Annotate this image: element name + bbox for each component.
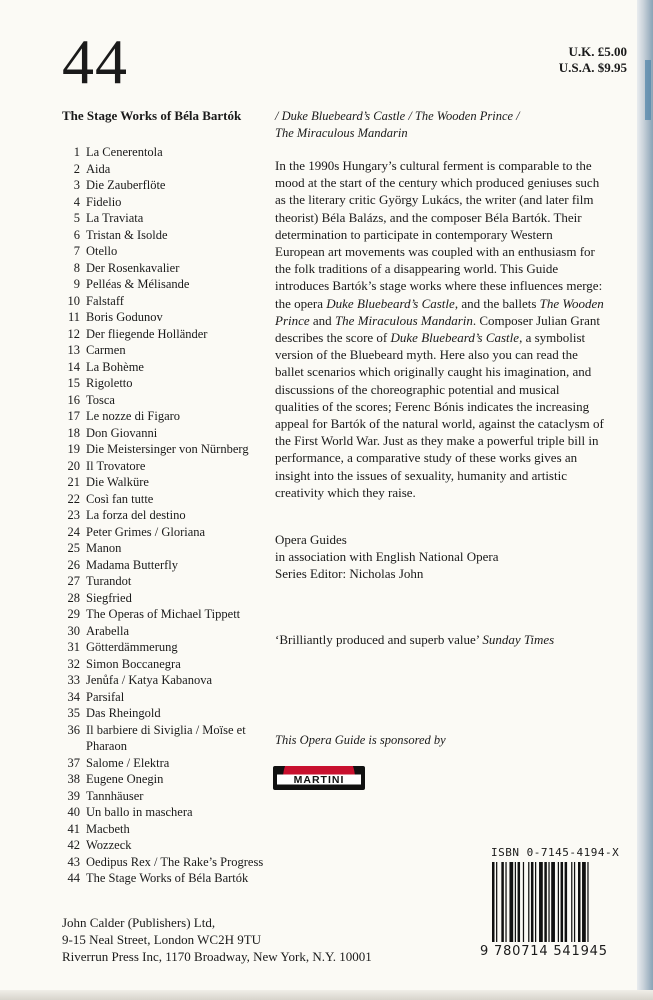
opera-guide-list (62, 144, 272, 887)
guide-list-item (62, 458, 272, 475)
guide-list-item (62, 441, 272, 458)
guide-title: Die Walküre (86, 475, 149, 489)
barcode-bar (539, 862, 543, 942)
price-usa: U.S.A. $9.95 (558, 60, 627, 75)
guide-list-item (62, 870, 272, 887)
guide-title: Fidelio (86, 194, 122, 209)
guide-title: Macbeth (86, 821, 130, 836)
guide-number: 15 (67, 376, 80, 390)
guide-list-item (62, 326, 272, 343)
guide-list-item (62, 392, 272, 409)
guide-title: Parsifal (86, 689, 125, 704)
guide-list-item (62, 656, 272, 673)
guide-number: 39 (67, 788, 80, 803)
distributor-address: Riverrun Press Inc, 1170 Broadway, New York, N.Y. 10001 (62, 949, 372, 964)
guide-number: 37 (67, 755, 80, 770)
guide-number: 5 (73, 211, 80, 225)
guide-title: Manon (86, 541, 122, 555)
barcode-bar (492, 862, 495, 942)
guide-title: Don Giovanni (86, 425, 158, 440)
guide-number: 43 (67, 854, 80, 869)
guide-title: Oedipus Rex / The Rake’s Progress (86, 854, 264, 869)
guide-title: Il barbiere di Siviglia / Moïse et Pharaon (86, 722, 246, 753)
guide-list-item (62, 606, 272, 623)
barcode-bar (574, 862, 575, 942)
guide-title: Tristan & Isolde (86, 227, 168, 242)
guide-title: Pelléas & Mélisande (86, 277, 190, 291)
martini-logo-text: MARTINI (293, 774, 345, 786)
guide-title: La forza del destino (86, 508, 186, 522)
guide-title: Die Meistersinger von Nürnberg (86, 442, 249, 456)
guide-title: Rigoletto (86, 376, 133, 390)
guide-title: Der Rosenkavalier (86, 260, 180, 275)
guide-title: Boris Godunov (86, 310, 163, 324)
guide-number: 23 (67, 508, 80, 522)
guide-number: 7 (73, 244, 80, 258)
guide-list-item (62, 722, 272, 755)
barcode-bar (571, 862, 572, 942)
guide-list-item (62, 771, 272, 788)
guide-list-item (62, 491, 272, 508)
sponsor-text: This Opera Guide is sponsored by (275, 733, 446, 747)
guide-list-item (62, 144, 272, 161)
guide-title: Siegfried (86, 590, 132, 605)
guide-list-item (62, 293, 272, 310)
guide-list-item (62, 177, 272, 194)
guide-list-item (62, 474, 272, 491)
guide-number: 24 (67, 524, 80, 539)
guide-list-item (62, 276, 272, 293)
guide-title: Un ballo in maschera (86, 805, 193, 819)
guide-title: Arabella (86, 623, 130, 638)
publisher-address (62, 914, 261, 948)
guide-list-item (62, 788, 272, 805)
guide-number: 8 (73, 260, 80, 275)
blurb-segment: , a symbolist version of the Bluebeard myth. Here also you can read the ballet scenarios which originally caught his imagination, and discussions of the choreographic potential and musical qualities of the scores; Ferenc Bónis indicates the increasing appeal for Bartók of the natural world, against the cataclysm of the First World War. Just as they make a powerful triple bill in performance, a comparative study of these works gives an insight into the issues of sexuality, humanity and artistic creativity which they raise. (275, 330, 604, 500)
publisher-line-2: 9-15 Neal Street, London WC2H 9TU (62, 932, 262, 947)
guide-list-item (62, 194, 272, 211)
barcode-bar (496, 862, 497, 942)
series-info-line-3: Series Editor: Nicholas John (275, 566, 424, 581)
guide-list-item (62, 557, 272, 574)
guide-title: Das Rheingold (86, 706, 161, 720)
guide-number: 19 (67, 442, 80, 456)
guide-number: 21 (67, 475, 80, 489)
guide-number: 40 (67, 805, 80, 819)
guide-number: 18 (67, 425, 80, 440)
guide-list-item (62, 161, 272, 178)
isbn: ISBN 0-7145-4194-X (491, 846, 620, 859)
guide-title: La Cenerentola (86, 145, 163, 159)
barcode-bar (531, 862, 534, 942)
guide-list-item (62, 804, 272, 821)
barcode-bar (558, 862, 559, 942)
guide-number: 3 (73, 178, 80, 192)
barcode-bar (582, 862, 586, 942)
guide-list-item (62, 408, 272, 425)
barcode-bar (535, 862, 536, 942)
publisher-line-1: John Calder (Publishers) Ltd, (62, 915, 216, 930)
guide-title: Tosca (86, 392, 115, 407)
guide-number: 31 (67, 640, 80, 654)
guide-list-item (62, 573, 272, 590)
guide-number: 17 (67, 409, 80, 423)
guide-title: Salome / Elektra (86, 755, 170, 770)
guide-title: Otello (86, 244, 118, 258)
guide-list-item (62, 375, 272, 392)
guide-list-item (62, 524, 272, 541)
guide-title: Turandot (86, 574, 132, 588)
guide-list-item (62, 425, 272, 442)
guide-list-item (62, 689, 272, 706)
page-edge (637, 0, 653, 1000)
guide-number: 34 (67, 689, 80, 704)
guide-list-item (62, 210, 272, 227)
guide-number: 33 (67, 673, 80, 687)
guide-title: Madama Butterfly (86, 557, 178, 572)
book-title: The Stage Works of Béla Bartók (62, 108, 242, 123)
guide-list-item (62, 837, 272, 854)
quote-source: Sunday Times (482, 632, 555, 647)
guide-number: 30 (67, 623, 80, 638)
guide-list-item (62, 260, 272, 277)
guide-title: Eugene Onegin (86, 772, 164, 786)
subtitle-line-2: The Miraculous Mandarin (275, 126, 408, 140)
barcode-digits: 9 780714 541945 (480, 944, 608, 959)
guide-title: Simon Boccanegra (86, 656, 181, 671)
barcode-bar (518, 862, 521, 942)
guide-title: The Operas of Michael Tippett (86, 607, 241, 621)
blurb-text (275, 157, 605, 501)
blurb-segment: , and the ballets (454, 295, 540, 311)
guide-number: 26 (67, 557, 80, 572)
barcode-bar (561, 862, 564, 942)
series-info-line-1: Opera Guides (275, 532, 347, 547)
guide-list-item (62, 590, 272, 607)
guide-number: 11 (67, 310, 80, 324)
guide-number: 29 (67, 607, 80, 621)
guide-number: 35 (67, 706, 80, 720)
barcode-bar (565, 862, 568, 942)
guide-list-item (62, 755, 272, 772)
guide-number: 36 (67, 722, 80, 737)
guide-list-item (62, 507, 272, 524)
guide-number: 42 (67, 838, 80, 852)
guide-list-item (62, 672, 272, 689)
barcode-bar (515, 862, 516, 942)
guide-list-item (62, 821, 272, 838)
subtitle (275, 108, 605, 142)
price-block (559, 44, 627, 76)
guide-title: Tannhäuser (86, 788, 144, 803)
guide-list-item (62, 227, 272, 244)
guide-list-item (62, 705, 272, 722)
guide-number: 9 (73, 277, 80, 291)
barcode-bar (505, 862, 506, 942)
barcode-bar (523, 862, 524, 942)
guide-list-item (62, 854, 272, 871)
guide-title: Die Zauberflöte (86, 178, 166, 192)
barcode-bar (501, 862, 504, 942)
guide-number: 12 (67, 326, 80, 341)
barcode-bar (509, 862, 513, 942)
guide-number: 41 (67, 821, 80, 836)
guide-title: Falstaff (86, 293, 124, 308)
series-number: 44 (62, 26, 128, 97)
barcode-bar (551, 862, 555, 942)
guide-number: 10 (67, 293, 80, 308)
press-quote (275, 632, 605, 648)
guide-number: 1 (73, 145, 80, 159)
blurb-segment: In the 1990s Hungary’s cultural ferment is comparable to the mood at the start of the century which produced geniuses such as the literary critic György Lukács, the writer (and later film theorist) Béla Balázs, and the composer Béla Bartók. Their determination to participate in contemporary Western European art movements was coupled with an enthusiasm for the folk traditions of a disappearing world. This Guide introduces Bartók’s stage works where these influences merge: the opera (275, 158, 603, 311)
blurb-segment: and (309, 312, 335, 328)
guide-title: Così fan tutte (86, 491, 154, 506)
barcode-bar (528, 862, 529, 942)
guide-title: Wozzeck (86, 838, 132, 852)
blurb-italic-title: The Wooden Prince (275, 295, 604, 328)
quote-text: ‘Brilliantly produced and superb value’ (275, 632, 480, 647)
guide-number: 25 (67, 541, 80, 555)
barcode-bar (544, 862, 547, 942)
guide-list-item (62, 540, 272, 557)
barcode-bar (587, 862, 588, 942)
guide-number: 32 (67, 656, 80, 671)
guide-list-item (62, 243, 272, 260)
guide-number: 6 (73, 227, 80, 242)
series-info-line-2: in association with English National Opera (275, 549, 499, 564)
guide-title: La Bohème (86, 359, 144, 374)
guide-number: 44 (67, 871, 80, 885)
blurb-italic-title: The Miraculous Mandarin (334, 312, 473, 328)
guide-title: Jenůfa / Katya Kabanova (86, 673, 212, 687)
guide-title: Carmen (86, 343, 126, 357)
guide-number: 28 (67, 590, 80, 605)
guide-title: Le nozze di Figaro (86, 409, 181, 423)
guide-number: 13 (67, 343, 80, 357)
bottom-edge (0, 990, 653, 1000)
barcode (490, 862, 630, 942)
guide-title: Der fliegende Holländer (86, 326, 208, 341)
guide-list-item (62, 342, 272, 359)
guide-number: 22 (67, 491, 80, 506)
guide-number: 27 (67, 574, 80, 588)
guide-title: Peter Grimes / Gloriana (86, 524, 206, 539)
guide-number: 38 (67, 772, 80, 786)
guide-number: 4 (73, 194, 80, 209)
guide-title: Aida (86, 161, 111, 176)
blurb-italic-title: Duke Bluebeard’s Castle (326, 295, 455, 311)
blurb-italic-title: Duke Bluebeard’s Castle (390, 330, 520, 346)
guide-list-item (62, 639, 272, 656)
guide-title: La Traviata (86, 211, 144, 225)
guide-title: Il Trovatore (86, 458, 146, 473)
guide-title: The Stage Works of Béla Bartók (86, 871, 249, 885)
guide-list-item (62, 359, 272, 376)
series-info (275, 531, 605, 582)
blurb-segment: . Composer Julian Grant describes the score of (275, 312, 600, 346)
guide-number: 2 (73, 161, 80, 176)
subtitle-line-1: / Duke Bluebeard’s Castle / The Wooden Prince / (275, 109, 520, 123)
martini-logo (273, 766, 365, 790)
guide-title: Götterdämmerung (86, 640, 178, 654)
guide-number: 16 (67, 392, 80, 407)
barcode-bar (548, 862, 549, 942)
guide-list-item (62, 309, 272, 326)
guide-list-item (62, 623, 272, 640)
guide-number: 14 (67, 359, 80, 374)
barcode-bar (578, 862, 581, 942)
price-uk: U.K. £5.00 (568, 44, 627, 59)
guide-number: 20 (67, 458, 80, 473)
